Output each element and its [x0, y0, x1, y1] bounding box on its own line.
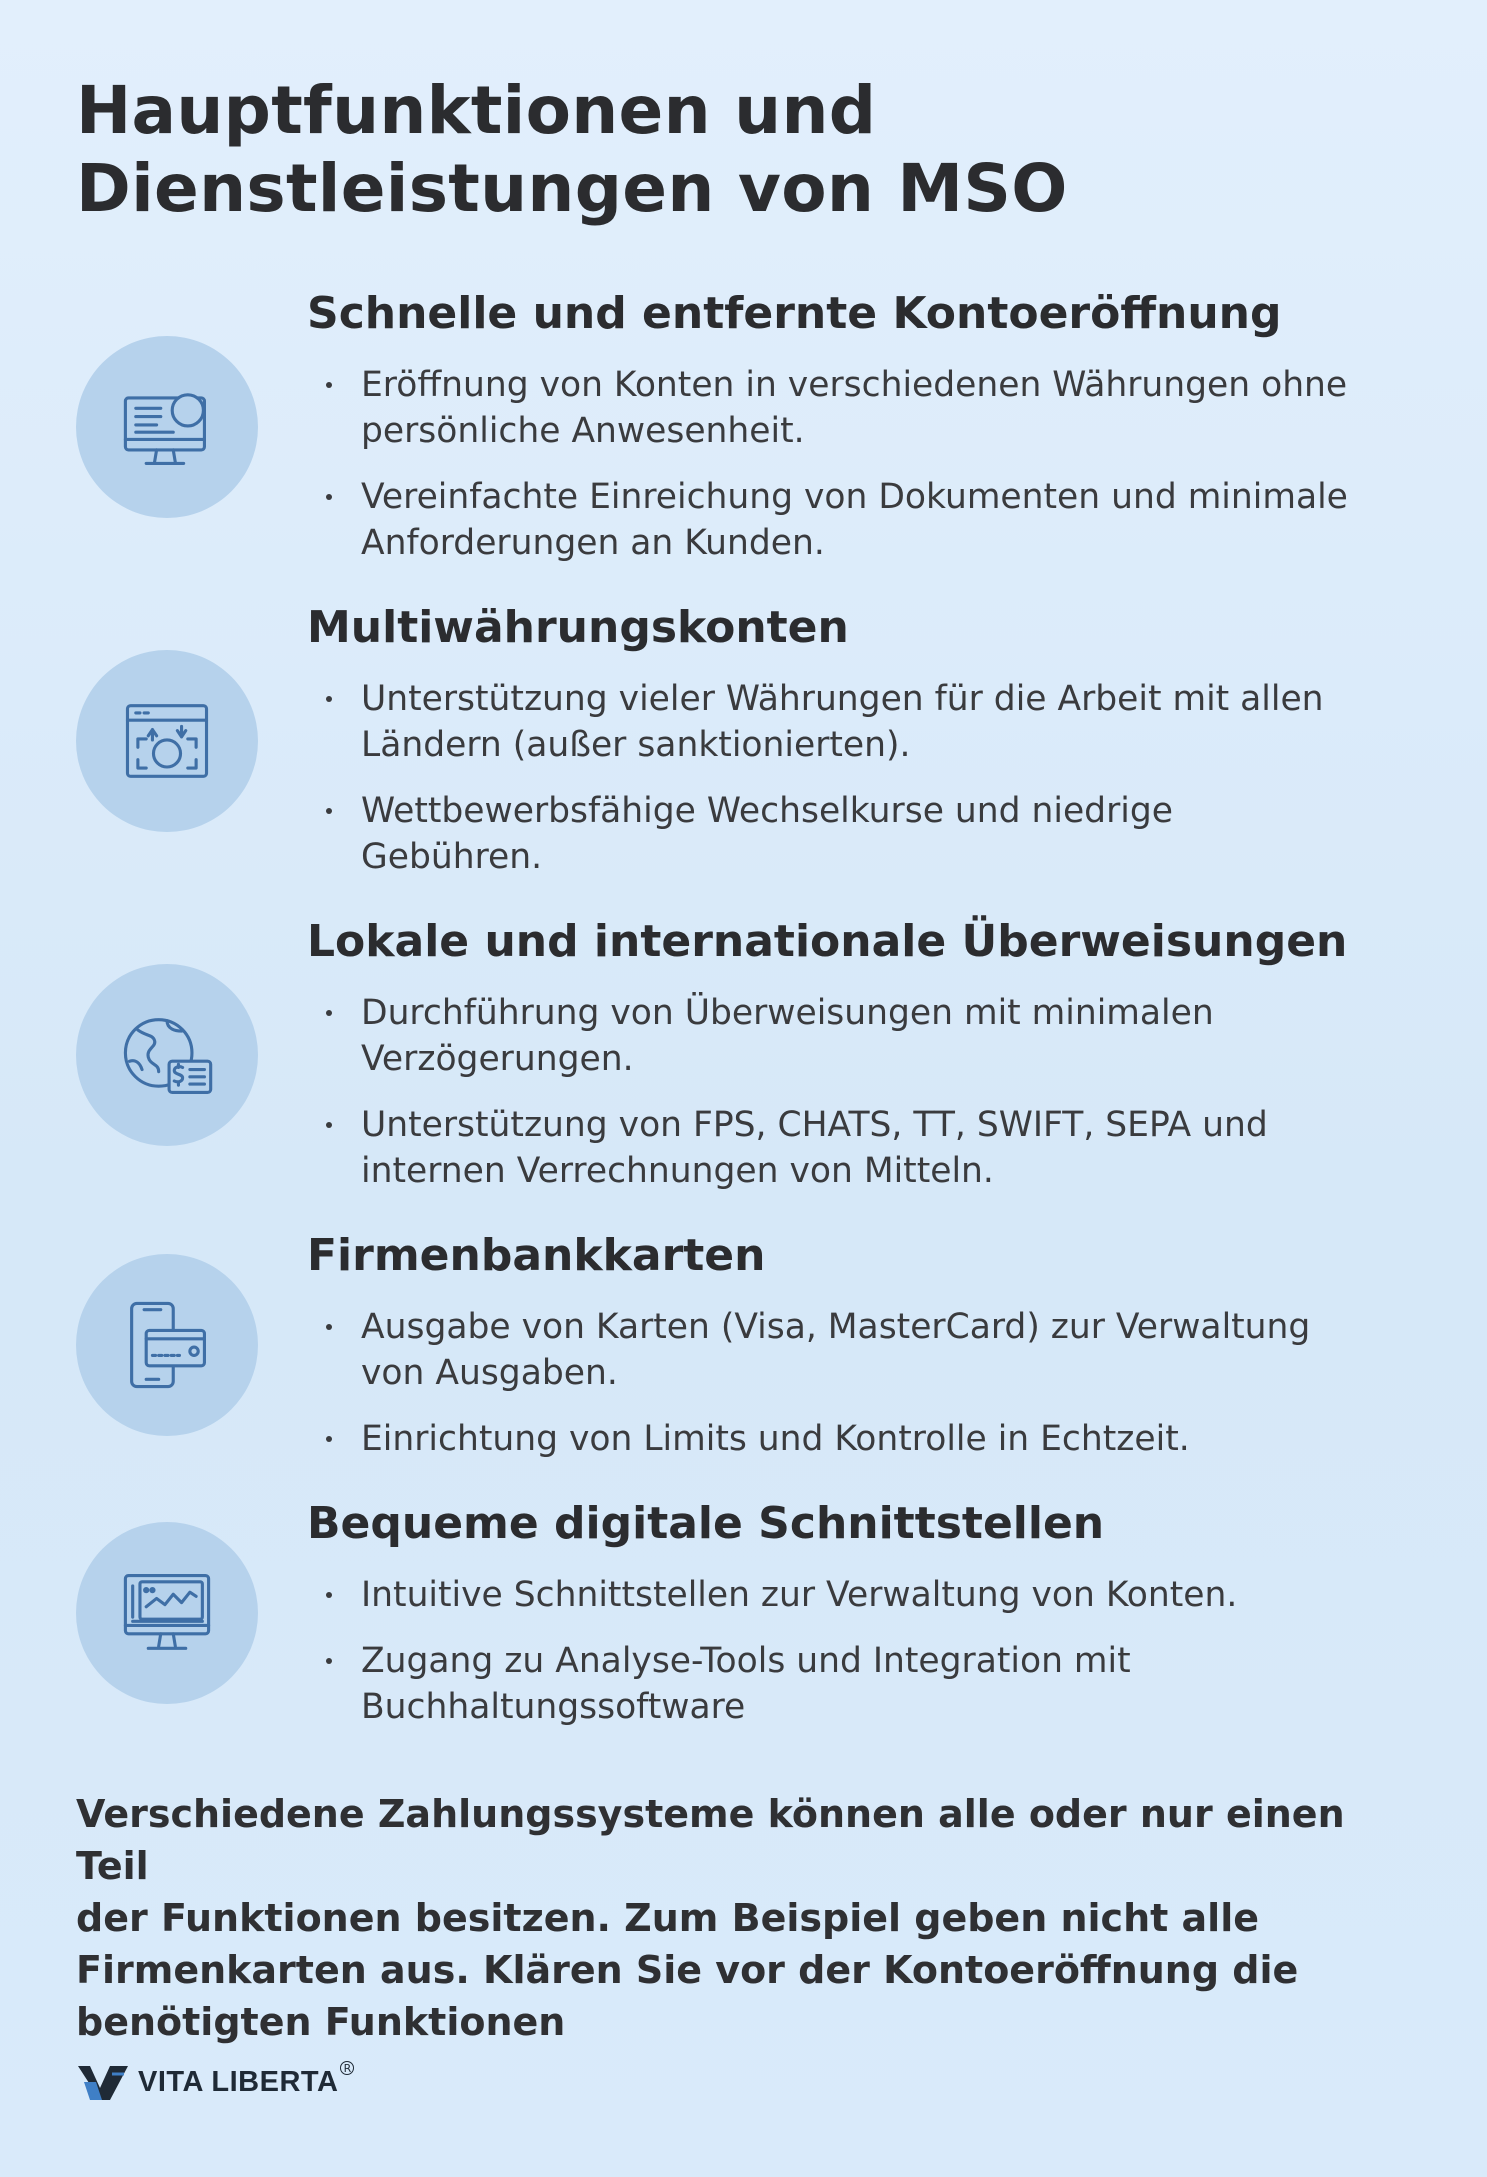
section-title: Multiwährungskonten	[307, 602, 849, 653]
list-item	[326, 1102, 1406, 1194]
list-item	[326, 362, 1406, 454]
computer-person-icon	[115, 375, 219, 479]
icon-circle	[76, 1522, 258, 1704]
list-item	[326, 990, 1406, 1082]
list-item	[326, 1572, 1406, 1618]
bullet-line: internen Verrechnungen von Mitteln.	[361, 1151, 994, 1191]
note-line: der Funktionen besitzen. Zum Beispiel geben nicht alle	[76, 1896, 1259, 1940]
bullet-line: Ländern (außer sanktionierten).	[361, 725, 911, 765]
bullet-line: Buchhaltungssoftware	[361, 1687, 746, 1727]
logo-text: VITA LIBERTA	[138, 2065, 339, 2098]
note-line: Firmenkarten aus. Klären Sie vor der Kontoeröffnung die	[76, 1948, 1299, 1992]
section-title: Bequeme digitale Schnittstellen	[307, 1498, 1105, 1549]
bullet-line: Unterstützung vieler Währungen für die Arbeit mit allen	[361, 679, 1324, 719]
list-item	[326, 788, 1406, 880]
bullet-line: Anforderungen an Kunden.	[361, 523, 825, 563]
phone-card-icon	[115, 1293, 219, 1397]
list-item	[326, 474, 1406, 566]
bullet-line: von Ausgaben.	[361, 1353, 618, 1393]
section-remote-account-opening	[76, 286, 1416, 586]
bullet-dot	[326, 808, 332, 814]
bullet-line: Einrichtung von Limits und Kontrolle in Echtzeit.	[361, 1419, 1190, 1459]
page-title	[76, 72, 1376, 228]
section-digital-interfaces	[76, 1496, 1416, 1796]
bullet-dot	[326, 696, 332, 702]
bullet-line: Zugang zu Analyse-Tools und Integration mit	[361, 1641, 1131, 1681]
bullet-dot	[326, 1324, 332, 1330]
icon-circle	[76, 964, 258, 1146]
bullet-line: Eröffnung von Konten in verschiedenen Währungen ohne	[361, 365, 1348, 405]
bullet-line: Vereinfachte Einreichung von Dokumenten und minimale	[361, 477, 1348, 517]
list-item	[326, 1638, 1406, 1730]
bullet-line: persönliche Anwesenheit.	[361, 411, 805, 451]
bullet-line: Verzögerungen.	[361, 1039, 634, 1079]
bullet-dot	[326, 1658, 332, 1664]
list-item	[326, 1416, 1406, 1462]
vita-liberta-logo-icon	[76, 2062, 132, 2102]
bullet-dot	[326, 494, 332, 500]
list-item	[326, 676, 1406, 768]
section-transfers	[76, 914, 1416, 1214]
bullet-line: Durchführung von Überweisungen mit minimalen	[361, 993, 1214, 1033]
bullet-dot	[326, 1436, 332, 1442]
page-title-line-2: Dienstleistungen von MSO	[76, 150, 1068, 227]
page-title-line-1: Hauptfunktionen und	[76, 72, 877, 149]
bullet-dot	[326, 382, 332, 388]
footer-note	[76, 1788, 1416, 2048]
registered-mark: R	[340, 2061, 354, 2075]
icon-circle	[76, 336, 258, 518]
section-title: Schnelle und entfernte Kontoeröffnung	[307, 288, 1282, 339]
section-title: Lokale und internationale Überweisungen	[307, 916, 1348, 967]
note-line: Verschiedene Zahlungssysteme können alle oder nur einen Teil	[76, 1792, 1345, 1888]
bullet-line: Intuitive Schnittstellen zur Verwaltung von Konten.	[361, 1575, 1238, 1615]
icon-circle	[76, 1254, 258, 1436]
section-title: Firmenbankkarten	[307, 1230, 766, 1281]
section-corporate-cards	[76, 1228, 1416, 1528]
note-line: benötigten Funktionen	[76, 2000, 566, 2044]
globe-payment-icon	[115, 1003, 219, 1107]
currency-exchange-icon	[115, 689, 219, 793]
bullet-dot	[326, 1010, 332, 1016]
list-item	[326, 1304, 1406, 1396]
bullet-dot	[326, 1122, 332, 1128]
icon-circle	[76, 650, 258, 832]
bullet-line: Unterstützung von FPS, CHATS, TT, SWIFT, SEPA und	[361, 1105, 1268, 1145]
bullet-line: Ausgabe von Karten (Visa, MasterCard) zur Verwaltung	[361, 1307, 1311, 1347]
bullet-dot	[326, 1592, 332, 1598]
bullet-line: Gebühren.	[361, 837, 543, 877]
section-multicurrency-accounts	[76, 600, 1416, 900]
bullet-line: Wettbewerbsfähige Wechselkurse und niedrige	[361, 791, 1173, 831]
monitor-chart-icon	[115, 1561, 219, 1665]
brand-logo	[76, 2060, 354, 2104]
